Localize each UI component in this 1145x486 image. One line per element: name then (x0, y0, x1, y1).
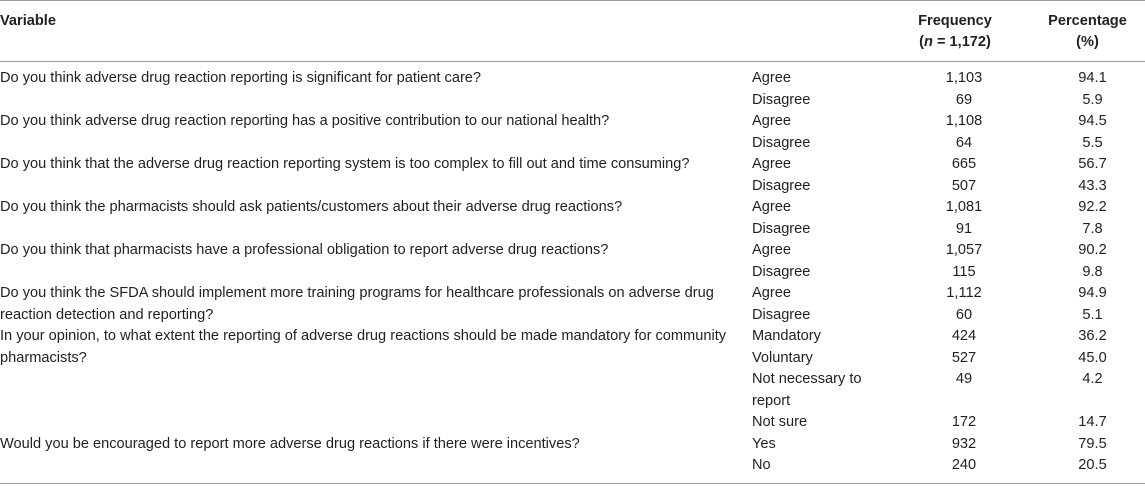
percentage-cell: 5.9 (1082, 91, 1103, 108)
response-cell: Agree (752, 70, 791, 86)
frequency-cell: 1,112 (946, 285, 982, 301)
table-row (0, 176, 1145, 198)
header-percentage-unit: (%) (1076, 34, 1099, 50)
frequency-cell: 240 (951, 457, 977, 473)
frequency-cell: 507 (951, 177, 977, 194)
table-row (0, 326, 1145, 348)
question-cell: In your opinion, to what extent the reporting of adverse drug reactions should be made mandatory for community pharmacists? (0, 328, 727, 366)
table-row (0, 111, 1145, 133)
percentage-cell: 92.2 (1078, 199, 1107, 215)
question-cell: Would you be encouraged to report more adverse drug reactions if there were incentives? (0, 435, 580, 452)
response-cell: Agree (752, 242, 791, 258)
response-cell: Disagree (752, 306, 811, 323)
response-cell: Disagree (752, 220, 811, 237)
response-cell: Disagree (752, 134, 811, 151)
response-cell: Agree (752, 199, 791, 215)
table-row (0, 62, 1145, 90)
frequency-cell: 172 (951, 414, 977, 430)
header-frequency (880, 1, 1030, 62)
percentage-cell: 14.7 (1078, 414, 1107, 430)
frequency-cell: 1,057 (945, 242, 983, 258)
frequency-cell: 665 (951, 156, 977, 172)
response-cell: Agree (752, 113, 791, 129)
question-cell (0, 90, 752, 112)
question-cell (0, 369, 752, 412)
response-cell: Agree (752, 285, 791, 301)
response-cell: Disagree (752, 91, 811, 108)
response-cell: Not necessary to report (752, 371, 862, 409)
header-percentage (1030, 1, 1145, 62)
frequency-cell: 527 (951, 349, 977, 366)
table-row (0, 369, 1145, 412)
response-cell: No (752, 457, 771, 473)
question-cell: Do you think adverse drug reaction reporting is significant for patient care? (0, 70, 482, 86)
header-frequency-n: n (923, 34, 933, 50)
question-cell: Do you think the pharmacists should ask patients/customers about their adverse drug reactions? (0, 199, 623, 215)
percentage-cell: 7.8 (1082, 220, 1103, 237)
frequency-cell: 60 (955, 306, 973, 323)
frequency-cell: 49 (955, 371, 973, 387)
percentage-cell: 90.2 (1078, 242, 1107, 258)
response-cell: Disagree (752, 263, 811, 280)
frequency-cell: 91 (955, 220, 973, 237)
response-cell: Mandatory (752, 328, 821, 344)
table-body (0, 62, 1145, 484)
percentage-cell: 43.3 (1078, 177, 1107, 194)
header-percentage-label: Percentage (1048, 13, 1127, 29)
percentage-cell: 79.5 (1078, 435, 1107, 452)
question-cell: Do you think adverse drug reaction reporting has a positive contribution to our national health? (0, 113, 610, 129)
question-cell (0, 455, 752, 483)
question-cell: Do you think that the adverse drug reaction reporting system is too complex to fill out and time consuming? (0, 156, 690, 172)
table-row (0, 240, 1145, 262)
frequency-cell: 424 (951, 328, 977, 344)
frequency-cell: 115 (952, 263, 976, 280)
table-row (0, 219, 1145, 241)
table-row (0, 412, 1145, 434)
table-row (0, 154, 1145, 176)
frequency-cell: 1,081 (945, 199, 983, 215)
question-cell: Do you think that pharmacists have a professional obligation to report adverse drug reactions? (0, 242, 609, 258)
question-cell (0, 133, 752, 155)
percentage-cell: 5.1 (1082, 306, 1103, 323)
header-frequency-open: ( (919, 34, 924, 50)
question-cell (0, 412, 752, 434)
percentage-cell: 94.1 (1078, 70, 1107, 86)
percentage-cell: 4.2 (1082, 371, 1103, 387)
table-row (0, 133, 1145, 155)
percentage-cell: 5.5 (1082, 134, 1103, 151)
table-row (0, 90, 1145, 112)
question-cell (0, 219, 752, 241)
table-row (0, 283, 1145, 305)
response-cell: Disagree (752, 177, 811, 194)
frequency-cell: 69 (955, 91, 973, 108)
percentage-cell: 56.7 (1078, 156, 1107, 172)
frequency-cell: 1,108 (945, 113, 983, 129)
response-cell: Yes (752, 435, 776, 452)
table-row (0, 455, 1145, 483)
question-cell (0, 262, 752, 284)
percentage-cell: 94.9 (1078, 285, 1107, 301)
header-variable: Variable (0, 13, 56, 29)
frequency-cell: 1,103 (945, 70, 983, 86)
table-header (0, 1, 1145, 62)
response-cell: Agree (752, 156, 791, 172)
table-row (0, 434, 1145, 456)
percentage-cell: 94.5 (1078, 113, 1107, 129)
percentage-cell: 9.8 (1082, 263, 1103, 280)
response-cell: Voluntary (752, 349, 813, 366)
header-response (752, 1, 880, 62)
table-row (0, 262, 1145, 284)
header-frequency-label: Frequency (918, 13, 992, 29)
percentage-cell: 36.2 (1078, 328, 1107, 344)
response-cell: Not sure (752, 414, 808, 430)
header-frequency-count: = 1,172) (932, 34, 991, 50)
question-cell (0, 176, 752, 198)
question-cell: Do you think the SFDA should implement more training programs for healthcare professionals on adverse drug reaction detection and reporting? (0, 285, 714, 323)
percentage-cell: 20.5 (1078, 457, 1107, 473)
header-row (0, 1, 1145, 62)
table-row (0, 197, 1145, 219)
percentage-cell: 45.0 (1078, 349, 1107, 366)
frequency-cell: 64 (955, 134, 973, 151)
frequency-cell: 932 (951, 435, 977, 452)
